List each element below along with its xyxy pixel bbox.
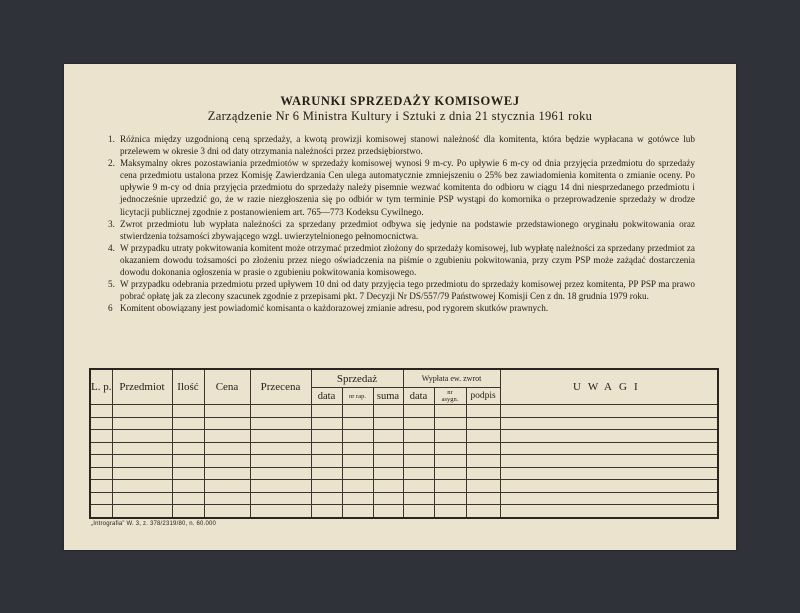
ledger-cell [90, 430, 112, 443]
ledger-cell [112, 467, 172, 480]
ledger-cell [466, 442, 500, 455]
ledger-cell [434, 467, 466, 480]
commission-ledger-table [89, 368, 719, 519]
ledger-cell [172, 480, 204, 493]
ledger-cell [403, 467, 434, 480]
ledger-row [90, 492, 718, 505]
rule-number: 1. [108, 134, 115, 144]
header-nr-label: nr [447, 389, 453, 396]
ledger-cell [90, 467, 112, 480]
printer-imprint: „Intrografia” W. 3, z. 378/2319/80, n. 60.000 [91, 521, 217, 527]
ledger-cell [204, 492, 250, 505]
ledger-cell [403, 405, 434, 418]
ledger-cell [403, 480, 434, 493]
ledger-cell [172, 467, 204, 480]
header-przecena: Przecena [250, 369, 311, 405]
ledger-cell [311, 417, 342, 430]
ledger-cell [172, 455, 204, 468]
ledger-cell [90, 480, 112, 493]
ledger-cell [90, 492, 112, 505]
rule-number: 6 [108, 303, 113, 314]
rule-text: Komitent obowiązany jest powiadomić komisanta o każdorazowej zmianie adresu, pod rygorem skutków prawnych. [120, 303, 549, 314]
rule-text: Różnica między uzgodnioną ceną sprzedaży, a kwotą prowizji komisowej stanowi należność dla komitenta, która będzie wypłacana w gotówce lub przelewem w okresie 3 dni od daty otrzymania należności przez przedsiębiorstwo. [120, 134, 695, 157]
ledger-cell [112, 455, 172, 468]
ledger-cell [466, 480, 500, 493]
ledger-row [90, 405, 718, 418]
ledger-row [90, 455, 718, 468]
ledger-cell [434, 417, 466, 430]
ledger-cell [311, 455, 342, 468]
ledger-cell [466, 455, 500, 468]
header-wyplata-nr-asygn [434, 388, 466, 405]
rule-number: 3. [108, 218, 115, 229]
rule-number: 4. [108, 242, 115, 253]
ledger-cell [434, 480, 466, 493]
ledger-cell [342, 417, 373, 430]
document-subtitle: Zarządzenie Nr 6 Ministra Kultury i Sztuki z dnia 21 stycznia 1961 roku [207, 109, 593, 123]
ledger-cell [172, 442, 204, 455]
ledger-cell [250, 480, 311, 493]
ledger-cell [373, 405, 403, 418]
rule-item [108, 302, 695, 314]
ledger-cell [373, 467, 403, 480]
ledger-cell [112, 492, 172, 505]
ledger-cell [112, 417, 172, 430]
header-lp: L. p. [90, 369, 112, 405]
ledger-cell [466, 430, 500, 443]
ledger-cell [250, 505, 311, 518]
ledger-cell [204, 480, 250, 493]
rule-number: 5. [108, 279, 115, 290]
ledger-cell [342, 492, 373, 505]
ledger-cell [373, 442, 403, 455]
ledger-cell [434, 405, 466, 418]
ledger-cell [403, 505, 434, 518]
ledger-cell [112, 405, 172, 418]
rules-list [108, 133, 695, 314]
ledger-cell [112, 505, 172, 518]
rule-item [108, 242, 695, 278]
ledger-cell [466, 492, 500, 505]
ledger-cell [466, 467, 500, 480]
ledger-cell [172, 405, 204, 418]
ledger-cell [434, 505, 466, 518]
ledger-cell [466, 417, 500, 430]
ledger-cell [204, 405, 250, 418]
header-wyplata-data: data [403, 388, 434, 405]
ledger-cell [204, 505, 250, 518]
rule-number: 2. [108, 158, 115, 169]
ledger-cell [466, 405, 500, 418]
rule-text: W przypadku utraty pokwitowania komitent może otrzymać przedmiot złożony do sprzedaży komisowej, lub wypłatę należności za sprzedany przedmiot za okazaniem dowodu tożsamości po złożeniu przez niego oświadczenia na piśmie o zgubieniu pokwitowania, przy czym PSP może zażądać dostarczenia dowodu dokonania ogłoszenia w prasie o zgubieniu pokwitowania komisowego. [120, 242, 695, 278]
ledger-row [90, 467, 718, 480]
header-sprzedaz-nr-rap: nr rap. [342, 388, 373, 405]
rule-item [108, 218, 695, 242]
ledger-cell [250, 405, 311, 418]
ledger-cell [403, 442, 434, 455]
header-przedmiot: Przedmiot [112, 369, 172, 405]
ledger-cell [403, 430, 434, 443]
ledger-cell [250, 417, 311, 430]
header-sprzedaz-data: data [311, 388, 342, 405]
ledger-row [90, 430, 718, 443]
ledger-cell [172, 430, 204, 443]
header-asygn-label: asygn. [441, 396, 459, 403]
ledger-cell [90, 505, 112, 518]
ledger-cell [500, 467, 718, 480]
ledger-cell [434, 455, 466, 468]
ledger-cell [311, 492, 342, 505]
ledger-cell [311, 430, 342, 443]
ledger-cell [250, 430, 311, 443]
ledger-body [90, 405, 718, 518]
rule-text: W przypadku odebrania przedmiotu przed upływem 10 dni od daty przyjęcia tego przedmiotu do sprzedaży komisowej przez komitenta, PP PSP ma prawo pobrać opłatę jak za zlecony szacunek zgodnie z przepisami pkt. 7 Decyzji Nr DS/557/79 Państwowej Komisji Cen z dn. 18 grudnia 1979 roku. [120, 279, 695, 302]
ledger-cell [250, 492, 311, 505]
ledger-cell [434, 430, 466, 443]
ledger-cell [311, 480, 342, 493]
ledger-cell [403, 492, 434, 505]
ledger-cell [311, 505, 342, 518]
ledger-cell [403, 417, 434, 430]
ledger-cell [434, 442, 466, 455]
ledger-cell [342, 467, 373, 480]
ledger-cell [311, 405, 342, 418]
ledger-row [90, 442, 718, 455]
ledger-cell [373, 455, 403, 468]
ledger-cell [172, 417, 204, 430]
header-wyplata: Wypłata ew. zwrot [403, 369, 500, 388]
ledger-cell [342, 505, 373, 518]
ledger-cell [342, 430, 373, 443]
rule-item [108, 157, 695, 217]
ledger-row [90, 417, 718, 430]
ledger-cell [342, 405, 373, 418]
header-uwagi: UWAGI [500, 369, 718, 405]
ledger-cell [373, 480, 403, 493]
header-cena: Cena [204, 369, 250, 405]
ledger-cell [90, 455, 112, 468]
ledger-cell [250, 467, 311, 480]
ledger-cell [172, 505, 204, 518]
document-title: WARUNKI SPRZEDAŻY KOMISOWEJ [280, 94, 520, 108]
ledger-cell [204, 467, 250, 480]
ledger-cell [204, 442, 250, 455]
ledger-cell [112, 480, 172, 493]
ledger-cell [90, 417, 112, 430]
ledger-cell [373, 417, 403, 430]
header-wyplata-podpis: podpis [466, 388, 500, 405]
ledger-cell [172, 492, 204, 505]
ledger-row [90, 480, 718, 493]
rule-text: Maksymalny okres pozostawiania przedmiotów w sprzedaży komisowej wynosi 9 m-cy. Po upływie 6 m-cy od dnia przyjęcia przedmiotu do sprzedaży cena przedmiotu ustalona przez Komisję Zawierdzania Cen ulega automatycznie zmniejszeniu o 25% bez zawiadomienia komitenta o zmianie oceny. Po upływie 9 m-cy od dnia przyjęcia przedmiotu do sprzedaży należy pisemnie wezwać komitenta do odbioru w ciągu 14 dni niesprzedanego przedmiotu i jednocześnie uprzedzić go, że w razie niezgłoszenia się po odbiór w tym terminie PSP wystąpi do komornika o przeprowadzenie sprzedaży w drodze licytacji publicznej zgodnie z postanowieniem art. 765—773 Kodeksu Cywilnego. [120, 158, 695, 217]
ledger-cell [373, 492, 403, 505]
ledger-cell [434, 492, 466, 505]
rule-item [108, 278, 695, 302]
ledger-cell [311, 467, 342, 480]
ledger-cell [342, 480, 373, 493]
ledger-cell [311, 442, 342, 455]
ledger-cell [373, 505, 403, 518]
ledger-cell [500, 442, 718, 455]
ledger-cell [500, 505, 718, 518]
ledger-cell [90, 442, 112, 455]
ledger-cell [403, 455, 434, 468]
ledger-cell [90, 405, 112, 418]
ledger-cell [112, 442, 172, 455]
ledger-cell [500, 417, 718, 430]
ledger-cell [250, 455, 311, 468]
ledger-cell [204, 430, 250, 443]
ledger-cell [342, 455, 373, 468]
ledger-row [90, 505, 718, 518]
rule-text: Zwrot przedmiotu lub wypłata należności za sprzedany przedmiot odbywa się jedynie na podstawie przedstawionego oryginału pokwitowania oraz stwierdzenia tożsamości zbywającego wzgl. uwierzytelnionego pełnomocnictwa. [120, 218, 695, 241]
ledger-cell [112, 430, 172, 443]
header-ilosc: Ilość [172, 369, 204, 405]
ledger-cell [250, 442, 311, 455]
ledger-cell [500, 430, 718, 443]
ledger-cell [204, 417, 250, 430]
ledger-cell [500, 455, 718, 468]
ledger-cell [373, 430, 403, 443]
header-sprzedaz-suma: suma [373, 388, 403, 405]
ledger-cell [500, 480, 718, 493]
ledger-cell [500, 405, 718, 418]
ledger-cell [500, 492, 718, 505]
header-sprzedaz: Sprzedaż [311, 369, 403, 388]
rule-item [108, 133, 695, 157]
form-sheet [64, 64, 736, 550]
ledger-cell [466, 505, 500, 518]
ledger-cell [342, 442, 373, 455]
ledger-cell [204, 455, 250, 468]
